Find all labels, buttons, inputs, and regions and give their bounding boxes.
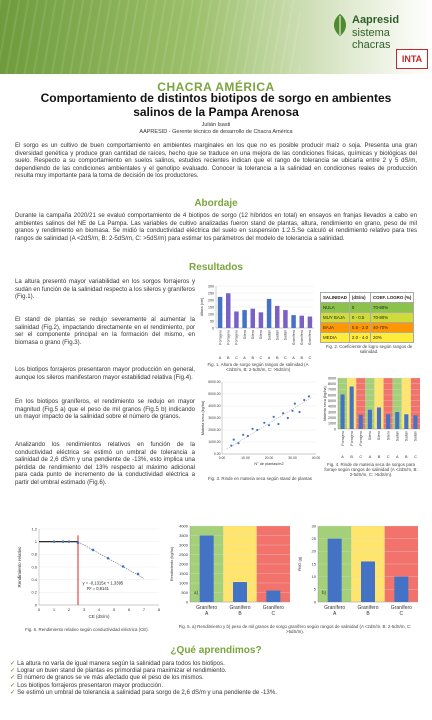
y-tick-label: 1 — [34, 539, 37, 545]
bar-silero-c — [259, 312, 263, 328]
table-cell: BAJA — [321, 323, 350, 333]
x-category-label: A — [267, 356, 271, 360]
panel-label: b) — [322, 590, 327, 595]
bar-forrajero-a — [218, 297, 222, 328]
author: Julián Isasti — [201, 122, 231, 128]
result-p3: Los biotipos forrajeros presentaron mayor producción en general, aunque los sileros manifestaron mayor estabilidad relativa (Fig.4). — [15, 366, 195, 381]
bar-silero-b — [377, 407, 381, 429]
bar-granífero-c — [266, 591, 280, 602]
y-tick-label: 0.8 — [31, 551, 37, 557]
x-category-label: A — [332, 611, 337, 617]
table-cell: 70-80% — [371, 303, 414, 313]
data-point — [92, 549, 95, 552]
bar-granífero-a — [200, 536, 214, 603]
y-tick-label: 0 — [34, 602, 37, 608]
fig6-chart — [15, 525, 165, 625]
y-tick-label: 300 — [208, 284, 214, 289]
x-group-label: Forrajero — [349, 431, 354, 446]
y-tick-label: 1000 — [179, 580, 188, 586]
y-tick-label: 100 — [208, 312, 214, 317]
y-tick-label: 3500 — [179, 532, 188, 538]
y-tick-label: 2000.00 — [208, 428, 221, 433]
x-category-label: B — [366, 611, 370, 617]
bar-forrajero-b — [350, 387, 354, 430]
y-tick-label: 0.6 — [31, 564, 37, 570]
y-axis-label: Altura (cm) — [200, 297, 204, 317]
data-point — [273, 416, 275, 418]
data-point — [282, 412, 284, 414]
x-tick-label: 4 — [97, 607, 101, 612]
table-caption: Fig. 2. Coeficiente de logro según rangos de salinidad. — [325, 344, 413, 355]
x-group-label: Silero — [259, 330, 264, 340]
conclusions-list — [10, 660, 422, 696]
conclusion-text: El número de granos se ve más afectado que el peso de los mismos. — [17, 674, 204, 682]
x-tick-label: 5 — [112, 607, 116, 612]
y-tick-label: 4000 — [328, 404, 336, 409]
result-p4: En los biotipos graníferos, el rendimiento se redujo en mayor magnitud (Fig.5 a) que el peso de mil granos (Fig.5 b) indicando un mayor impacto de la salinidad sobre el número de granos. — [15, 398, 195, 420]
data-point — [230, 445, 232, 447]
bar-silero-a — [242, 310, 246, 328]
x-tick-label: 10.00 — [241, 456, 250, 460]
fig5b-chart — [296, 522, 421, 618]
conclusion-item — [10, 660, 422, 667]
y-tick-label: 3000 — [328, 410, 336, 415]
y-axis-label: Materia seca (kg/ha) — [201, 400, 205, 436]
bar-sudán-c — [283, 310, 287, 328]
bar-sudán-a — [395, 412, 399, 429]
check-icon: ✓ — [10, 667, 16, 675]
data-point — [308, 395, 310, 397]
x-group-label: Granífero — [291, 330, 296, 346]
table-cell: 20% — [371, 333, 414, 343]
x-group-label: Sudán — [267, 330, 272, 341]
x-category-label: C — [259, 356, 263, 360]
x-category-label: C — [386, 455, 390, 459]
data-point — [77, 542, 80, 545]
y-tick-label: 5 — [313, 586, 316, 592]
x-group-label: Granífero — [229, 605, 251, 611]
y-tick-label: 4000 — [179, 523, 188, 529]
bar-granífero-c — [394, 577, 408, 602]
bar-sudán-c — [413, 415, 417, 429]
inta-logo: INTA — [396, 49, 428, 69]
table-row — [321, 313, 414, 323]
table-row — [321, 323, 414, 333]
conclusion-text: Los biotipos forrajeros presentaron mayor producción. — [17, 681, 164, 689]
data-point — [62, 540, 65, 543]
x-group-label: Forrajero — [226, 330, 231, 345]
y-tick-label: 7000 — [328, 387, 336, 392]
header-field-image — [0, 0, 300, 74]
x-tick-label: 40.00 — [311, 456, 320, 460]
conclusion-text: Lograr un buen stand de plantas es primordial para maximizar el rendimiento. — [17, 667, 227, 675]
data-point — [251, 428, 253, 430]
y-tick-label: 10 — [311, 573, 316, 579]
x-group-label: Granífero — [324, 605, 346, 611]
x-tick-label: 6 — [127, 607, 131, 612]
fig3-chart — [200, 378, 320, 474]
y-tick-label: 6000.00 — [208, 380, 221, 385]
y-tick-label: 2000 — [179, 561, 188, 567]
x-category-label: A — [243, 356, 246, 360]
y-tick-label: 500 — [181, 589, 188, 595]
data-point — [294, 403, 296, 405]
table-cell: 2.0 - 4.0 — [349, 333, 370, 343]
y-tick-label: 8000 — [328, 381, 336, 386]
x-category-label: C — [414, 455, 417, 459]
table-cell: 0 - 0.5 — [349, 313, 370, 323]
fig5-caption: Fig. 5. a) Rendimiento y b) peso de mil granos de sorgo granífero según rangos de salinidad (A <2dS/m, B: 2-5dS/m, C: >5dS/m). — [178, 624, 412, 635]
y-tick-label: 200 — [208, 298, 214, 303]
fig1-caption: Fig. 1. Altura de sorgo según rangos de salinidad (A <2dS/m, B: 2-5dS/m, C: >5dS/m) — [207, 362, 309, 373]
x-category-label: A — [368, 455, 372, 459]
fig6-caption: Fig. 6. Rendimiento relativo según conductividad eléctrica (CE). — [25, 627, 149, 632]
data-point — [122, 565, 125, 568]
x-category-label: C — [308, 356, 312, 360]
conclusion-item — [10, 674, 422, 681]
x-group-label: Silero — [377, 431, 382, 441]
x-category-label: B — [251, 356, 255, 360]
conclusion-text: Se estimó un umbral de tolerancia a salinidad para sorgo de 2,6 dS/m y una pendiente de -13%. — [17, 688, 277, 696]
y-tick-label: 5000.00 — [208, 392, 221, 397]
table-row — [321, 333, 414, 343]
bar-granífero-a — [328, 539, 342, 602]
y-tick-label: 3000 — [179, 542, 188, 548]
x-category-label: C — [359, 455, 363, 459]
conclusion-item — [10, 689, 422, 696]
x-category-label: B — [377, 455, 381, 459]
x-group-label: Granífero — [299, 330, 304, 346]
bar-granífero-c — [308, 317, 312, 328]
data-point — [233, 439, 235, 441]
x-group-label: Sudán — [283, 330, 288, 341]
x-group-label: Sudán — [275, 330, 280, 341]
x-group-label: Silero — [242, 330, 247, 340]
y-tick-label: 0 — [185, 599, 188, 605]
bar-silero-a — [368, 410, 372, 429]
x-tick-label: 3 — [82, 607, 86, 612]
table-header-cell: SALINIDAD — [321, 293, 350, 303]
y-tick-label: 1000.00 — [208, 440, 221, 445]
x-group-label: Granífero — [262, 605, 284, 611]
y-tick-label: 0.2 — [31, 589, 37, 595]
slope-line — [78, 542, 144, 579]
data-point — [263, 422, 265, 424]
y-tick-label: 3000.00 — [208, 416, 221, 421]
y-tick-label: 1500 — [179, 570, 188, 576]
data-point — [303, 399, 305, 401]
x-category-label: B — [275, 356, 279, 360]
y-tick-label: 0 — [334, 427, 336, 432]
x-category-label: A — [218, 356, 222, 360]
bar-forrajero-c — [234, 311, 238, 328]
data-point — [237, 442, 239, 444]
x-category-label: C — [284, 356, 287, 360]
y-tick-label: 250 — [208, 291, 214, 296]
check-icon: ✓ — [10, 688, 16, 696]
x-category-label: B — [226, 356, 230, 360]
y-tick-label: 150 — [208, 305, 214, 310]
table-row — [321, 303, 414, 313]
x-tick-label: 1 — [52, 607, 56, 612]
table-header-cell: (dS/m) — [349, 293, 370, 303]
abordaje-heading: Abordaje — [194, 198, 238, 209]
x-category-label: B — [238, 611, 242, 617]
table-cell: 0 — [349, 303, 370, 313]
bar-granífero-b — [300, 316, 304, 328]
y-tick-label: 0 — [212, 326, 214, 331]
bar-sudán-b — [275, 306, 279, 328]
aapresid-logo — [330, 10, 430, 51]
table-header-cell: COEF. LOGRO (%) — [371, 293, 414, 303]
abordaje-paragraph: Durante la campaña 2020/21 se evaluó comportamiento de 4 biotipos de sorgo (12 híbridos en total) en ensayos en franjas llevados a cabo en ambientes salinos del NE de La Pampa. Las variables de cultivo analizadas fueron stand de plantas, altura, rendimiento en grano, peso de mil granos y rendimiento en biomasa. Se midió la conductividad eléctrica del suelo en suspensión 1:2.5.Se calculó el rendimiento relativo para tres rangos de salinidad (A <2dS/m, B: 2-5dS/m, C: >5dS/m) para estimar los parámetros del modelo de tolerancia a salinidad. — [15, 212, 417, 242]
table-cell: 40-70% — [371, 323, 414, 333]
data-point — [107, 557, 110, 560]
table-cell: NULA — [321, 303, 350, 313]
y-tick-label: 9000 — [328, 376, 336, 381]
data-point — [277, 423, 279, 425]
salinity-table — [320, 292, 414, 343]
x-category-label: C — [399, 611, 404, 617]
x-tick-label: 8 — [157, 607, 161, 612]
x-category-label: C — [271, 611, 276, 617]
check-icon: ✓ — [10, 681, 16, 689]
y-tick-label: 6000 — [328, 393, 336, 398]
table-cell: 70-80% — [371, 313, 414, 323]
x-group-label: Forrajero — [358, 431, 363, 446]
affiliation: AAPRESID - Gerente técnico de desarrollo de Chacra América — [139, 129, 293, 135]
bar-forrajero-a — [341, 394, 345, 429]
conclusion-text: La altura no varía de igual manera según la salinidad para todos los biotipos. — [17, 660, 225, 667]
y-tick-label: 1000 — [328, 421, 336, 426]
bar-sudán-a — [267, 299, 271, 328]
fig1-chart — [198, 282, 316, 360]
panel-label: a) — [194, 590, 199, 595]
conclusion-item — [10, 667, 422, 674]
logo-subtitle: sistema chacras — [352, 27, 391, 51]
x-group-label: Forrajero — [218, 330, 223, 345]
bar-granífero-b — [361, 561, 375, 602]
intro-paragraph: El sorgo es un cultivo de buen comportamiento en ambientes marginales en los que no es posible producir maíz o soja. Presenta una gran diversidad genética y produce gran cantidad de raíces, hecho que se traduce en una mejora de las condiciones físicas, químicas y biológicas del suelo. Respecto a su comportamiento en suelos salinos, estudios recientes indican que el rango de tolerancia se ubicaría entre 2 y 5 dS/m, dependiendo de las condiciones ambientales y el genotipo evaluado. Conocer la tolerancia a la salinidad en condiciones reales de producción resulta muy importante para la toma de decisión de los productores. — [15, 142, 417, 179]
y-tick-label: 0.4 — [31, 577, 37, 583]
x-group-label: Silero — [250, 330, 255, 340]
table-cell: MEDIA — [321, 333, 350, 343]
data-point — [291, 410, 293, 412]
data-point — [287, 417, 289, 419]
x-group-label: Sudán — [395, 431, 400, 442]
y-tick-label: 1.2 — [31, 526, 37, 532]
y-tick-label: 30 — [311, 523, 316, 529]
x-category-label: A — [341, 455, 344, 459]
trend-line — [227, 398, 312, 450]
fig3-caption: Fig. 3. Rinde en materia seca según stand de plantas — [208, 476, 312, 481]
data-point — [137, 573, 140, 576]
x-group-label: Forrajero — [234, 330, 239, 345]
bar-forrajero-b — [226, 293, 230, 328]
table-cell: MUY BAJA — [321, 313, 350, 323]
x-category-label: B — [350, 455, 353, 459]
r-squared: R² = 0,9141 — [87, 585, 109, 591]
bar-sudán-b — [404, 414, 408, 429]
x-category-label: A — [204, 611, 209, 617]
y-tick-label: 0 — [313, 599, 316, 605]
fig4-caption: Fig. 4. Rinde de materia seca de sorgos para forraje según rangos de salinidad (A <2dS/m, B: 2-5dS/m, C: >5dS/m). — [324, 462, 418, 478]
y-axis-label: Rendimiento (kg/ha) — [170, 546, 174, 582]
regression-equation: y = -0,1315x + 1,3395 — [82, 580, 124, 586]
resultados-heading: Resultados — [189, 262, 243, 273]
x-category-label: B — [405, 455, 408, 459]
x-tick-label: 2 — [67, 607, 71, 612]
x-group-label: Forrajero — [340, 431, 345, 446]
data-point — [53, 540, 56, 543]
x-group-label: Granífero — [196, 605, 218, 611]
x-group-label: Sudán — [404, 431, 409, 442]
y-tick-label: 15 — [311, 561, 316, 567]
y-tick-label: 2500 — [179, 551, 188, 557]
y-axis-label: Materia seca (kg/ha) — [323, 386, 327, 421]
bar-forrajero-c — [359, 415, 363, 429]
data-point — [68, 540, 71, 543]
x-tick-label: 7 — [142, 607, 146, 612]
x-tick-label: 30.00 — [288, 456, 297, 460]
result-p2: El stand de plantas se redujo severamente al aumentar la salinidad (Fig.2), impactando directamente en el rendimiento, por ser el componente principal en la formación del mismo, en biomasa o grano (Fig.3). — [15, 316, 195, 346]
x-tick-label: 20.00 — [264, 456, 274, 460]
logo-title: Aapresid — [352, 14, 400, 26]
y-tick-label: 20 — [311, 548, 316, 554]
fig5a-chart — [168, 522, 293, 618]
data-point — [247, 435, 249, 437]
data-point — [268, 424, 270, 426]
x-group-label: Sudán — [413, 431, 418, 442]
x-group-label: Granífero — [390, 605, 412, 611]
x-group-label: Silero — [386, 431, 391, 441]
y-tick-label: 5000 — [328, 398, 336, 403]
result-p1: La altura presentó mayor variabilidad en los sorgos forrajeros y sudán en función de la salinidad respecto a los sileros y graníferos (Fig.1). — [15, 278, 195, 300]
x-group-label: Granífero — [357, 605, 379, 611]
table-cell: 0.5 - 2.0 — [349, 323, 370, 333]
x-tick-label: 0 — [37, 607, 41, 612]
x-group-label: Silero — [368, 431, 373, 441]
y-tick-label: 25 — [311, 535, 316, 541]
x-axis-label: N° de plantas/m2 — [254, 462, 284, 466]
x-axis-label: CE (dS/m) — [88, 614, 110, 619]
bar-granífero-b — [233, 582, 247, 602]
y-axis-label: Rendimiento relativo — [17, 546, 22, 588]
y-tick-label: 2000 — [328, 415, 336, 420]
y-axis-label: PMG (g) — [298, 556, 302, 572]
bar-silero-b — [251, 309, 255, 328]
y-tick-label: 0.00 — [213, 452, 221, 457]
conclusions-heading: ¿Qué aprendimos? — [170, 645, 262, 656]
x-category-label: A — [395, 455, 399, 459]
bar-granífero-a — [291, 315, 295, 328]
check-icon: ✓ — [10, 674, 16, 682]
page-title: Comportamiento de distintos biotipos de sorgo en ambientes salinos de la Pampa Arenosa — [40, 91, 392, 119]
y-tick-label: 50 — [210, 319, 214, 324]
x-group-label: Granífero — [308, 330, 313, 346]
leaf-icon — [330, 12, 350, 38]
y-tick-label: 4000.00 — [208, 404, 221, 409]
x-category-label: A — [292, 356, 295, 360]
x-category-label: B — [300, 356, 304, 360]
bar-silero-c — [386, 414, 390, 429]
data-point — [298, 411, 300, 413]
data-point — [242, 434, 244, 436]
event-name: CHACRA AMÉRICA — [157, 80, 275, 94]
conclusion-item — [10, 682, 422, 689]
x-tick-label: 0.00 — [218, 456, 226, 460]
data-point — [256, 429, 258, 431]
x-category-label: C — [235, 356, 238, 360]
check-icon: ✓ — [10, 660, 16, 667]
result-p5: Analizando los rendimientos relativos en función de la conductividad eléctrica se estimó un umbral de tolerancia a salinidad de 2,6 dS/m y una pendiente de -13%, esto implica una pérdida de rendimiento del 13% respecto al máximo adicional para cada punto de incremento de la conductividad eléctrica a partir del umbral estimado (Fig.6). — [15, 441, 195, 486]
fig4-chart — [322, 375, 422, 459]
